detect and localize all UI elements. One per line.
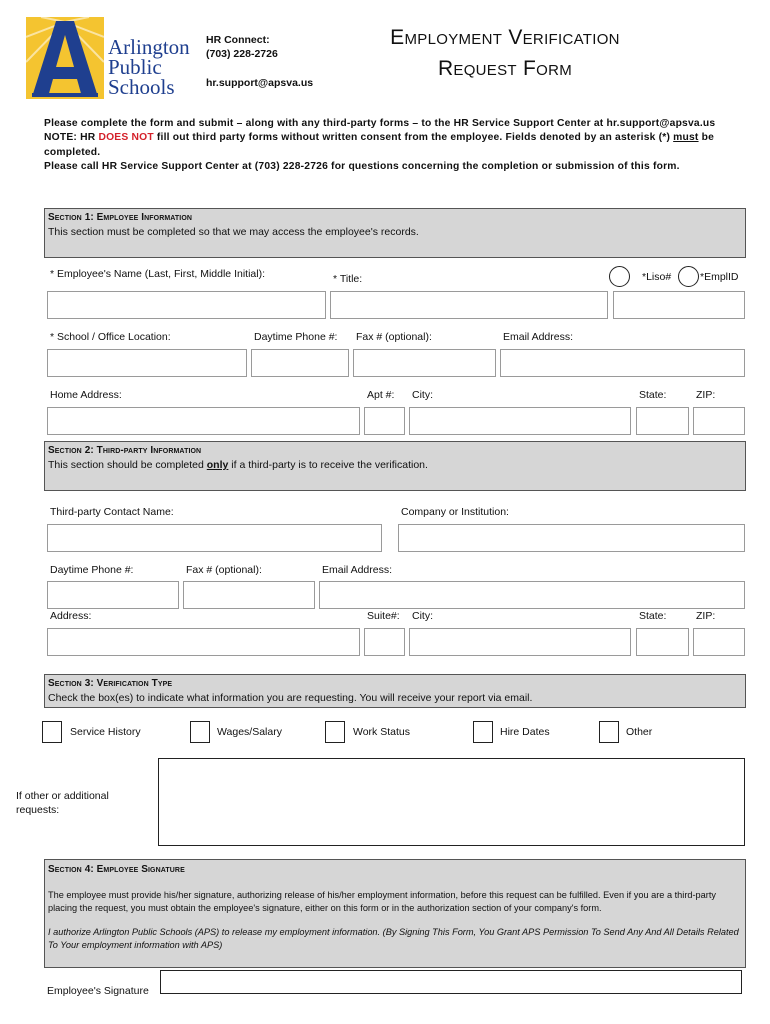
third-party-email-label: Email Address: bbox=[322, 564, 393, 576]
third-party-email-field[interactable] bbox=[319, 581, 745, 609]
third-party-fax-label: Fax # (optional): bbox=[186, 564, 262, 576]
aps-logo bbox=[26, 17, 198, 99]
form-title-line1: Employment Verification bbox=[390, 26, 620, 49]
employee-state-label: State: bbox=[639, 389, 667, 401]
third-party-address-label: Address: bbox=[50, 610, 92, 622]
other-label: Other bbox=[626, 726, 653, 738]
third-party-city-field[interactable] bbox=[409, 628, 631, 656]
suite-field[interactable] bbox=[364, 628, 405, 656]
section4-body1: The employee must provide his/her signature, authorizing release of his/her employment information, before this request can be fulfilled. Even if you are a third-party placing the request, you must obtain the employee's signature, either on this form or in the authorization section of your company's form. bbox=[48, 890, 716, 913]
third-party-zip-field[interactable] bbox=[693, 628, 745, 656]
school-location-field[interactable] bbox=[47, 349, 247, 377]
home-address-label: Home Address: bbox=[50, 389, 122, 401]
third-party-fax-field[interactable] bbox=[183, 581, 315, 609]
third-party-contact-field[interactable] bbox=[47, 524, 382, 552]
section2-title: Section 2: Third-party Information bbox=[48, 445, 202, 456]
liso-label: *Liso# bbox=[642, 271, 672, 283]
wages-salary-label: Wages/Salary bbox=[217, 726, 282, 738]
title-field[interactable] bbox=[330, 291, 608, 319]
employee-zip-field[interactable] bbox=[693, 407, 745, 435]
section3-title: Section 3: Verification Type bbox=[48, 678, 173, 689]
section2-header bbox=[44, 441, 746, 491]
employee-name-field[interactable] bbox=[47, 291, 326, 319]
section1-subtitle: This section must be completed so that we may access the employee's records. bbox=[48, 226, 419, 238]
section4-header bbox=[44, 859, 746, 968]
form-title-line2: Request Form bbox=[437, 57, 573, 80]
employee-day-phone-label: Daytime Phone #: bbox=[254, 331, 338, 343]
section4-title: Section 4: Employee Signature bbox=[48, 864, 185, 875]
third-party-day-phone-label: Daytime Phone #: bbox=[50, 564, 134, 576]
employee-fax-field[interactable] bbox=[353, 349, 496, 377]
other-requests-label: If other or additional requests: bbox=[16, 790, 109, 816]
company-field[interactable] bbox=[398, 524, 745, 552]
emplid-label: *EmplID bbox=[700, 271, 739, 283]
employee-day-phone-field[interactable] bbox=[251, 349, 349, 377]
does-not-highlight: DOES NOT bbox=[98, 132, 154, 144]
employee-city-label: City: bbox=[412, 389, 433, 401]
third-party-state-field[interactable] bbox=[636, 628, 689, 656]
hire-dates-checkbox[interactable] bbox=[473, 721, 493, 743]
work-status-checkbox[interactable] bbox=[325, 721, 345, 743]
home-address-field[interactable] bbox=[47, 407, 360, 435]
hr-contact-title: HR Connect: bbox=[206, 34, 270, 46]
section1-title: Section 1: Employee Information bbox=[48, 212, 193, 223]
emplid-radio[interactable] bbox=[678, 266, 699, 287]
section2-subtitle: This section should be completed only if a third-party is to receive the verification. bbox=[48, 459, 428, 471]
employee-state-field[interactable] bbox=[636, 407, 689, 435]
employee-signature-field[interactable] bbox=[160, 970, 742, 994]
third-party-zip-label: ZIP: bbox=[696, 610, 716, 622]
section4-body2: I authorize Arlington Public Schools (APS) to release my employment information. (By Signing This Form, You Grant APS Permission To Send Any And All Details Related To Your employment information with APS) bbox=[48, 927, 739, 950]
third-party-city-label: City: bbox=[412, 610, 433, 622]
title-label: * Title: bbox=[333, 273, 363, 285]
employee-zip-label: ZIP: bbox=[696, 389, 716, 401]
apt-field[interactable] bbox=[364, 407, 405, 435]
service-history-checkbox[interactable] bbox=[42, 721, 62, 743]
employee-email-label: Email Address: bbox=[503, 331, 574, 343]
company-label: Company or Institution: bbox=[401, 506, 509, 518]
logo-text-public: Public bbox=[108, 55, 162, 79]
hr-contact-phone: (703) 228-2726 bbox=[206, 48, 278, 60]
section1-header bbox=[44, 208, 746, 258]
employee-name-label: * Employee's Name (Last, First, Middle Initial): bbox=[50, 268, 265, 280]
school-location-label: * School / Office Location: bbox=[50, 331, 171, 343]
work-status-label: Work Status bbox=[353, 726, 410, 738]
third-party-address-field[interactable] bbox=[47, 628, 360, 656]
section3-header bbox=[44, 674, 746, 708]
hire-dates-label: Hire Dates bbox=[500, 726, 550, 738]
other-checkbox[interactable] bbox=[599, 721, 619, 743]
id-number-field[interactable] bbox=[613, 291, 745, 319]
intro-text: Please complete the form and submit – along with any third-party forms – to the HR Service Support Center at hr.support@apsva.us NOTE: HR DOES NOT fill out third party forms without written consent from the employee. Fields denoted by an asterisk (*) must be completed. Please call HR Service Support Center at (703) 228-2726 for questions concerning the completion or submission of this form. bbox=[44, 118, 716, 172]
employee-signature-label: Employee's Signature bbox=[47, 985, 149, 997]
liso-radio[interactable] bbox=[609, 266, 630, 287]
employee-email-field[interactable] bbox=[500, 349, 745, 377]
hr-contact-email[interactable]: hr.support@apsva.us bbox=[206, 77, 314, 89]
third-party-contact-label: Third-party Contact Name: bbox=[50, 506, 174, 518]
wages-salary-checkbox[interactable] bbox=[190, 721, 210, 743]
third-party-day-phone-field[interactable] bbox=[47, 581, 179, 609]
logo-text-schools: Schools bbox=[108, 75, 175, 99]
third-party-state-label: State: bbox=[639, 610, 667, 622]
suite-label: Suite#: bbox=[367, 610, 400, 622]
employee-city-field[interactable] bbox=[409, 407, 631, 435]
section3-subtitle: Check the box(es) to indicate what information you are requesting. You will receive your report via email. bbox=[48, 692, 533, 704]
logo-text-arlington: Arlington bbox=[108, 35, 190, 59]
other-requests-textarea[interactable] bbox=[158, 758, 745, 846]
apt-label: Apt #: bbox=[367, 389, 395, 401]
employee-fax-label: Fax # (optional): bbox=[356, 331, 432, 343]
service-history-label: Service History bbox=[70, 726, 141, 738]
aps-logo-mark-icon bbox=[26, 17, 104, 99]
